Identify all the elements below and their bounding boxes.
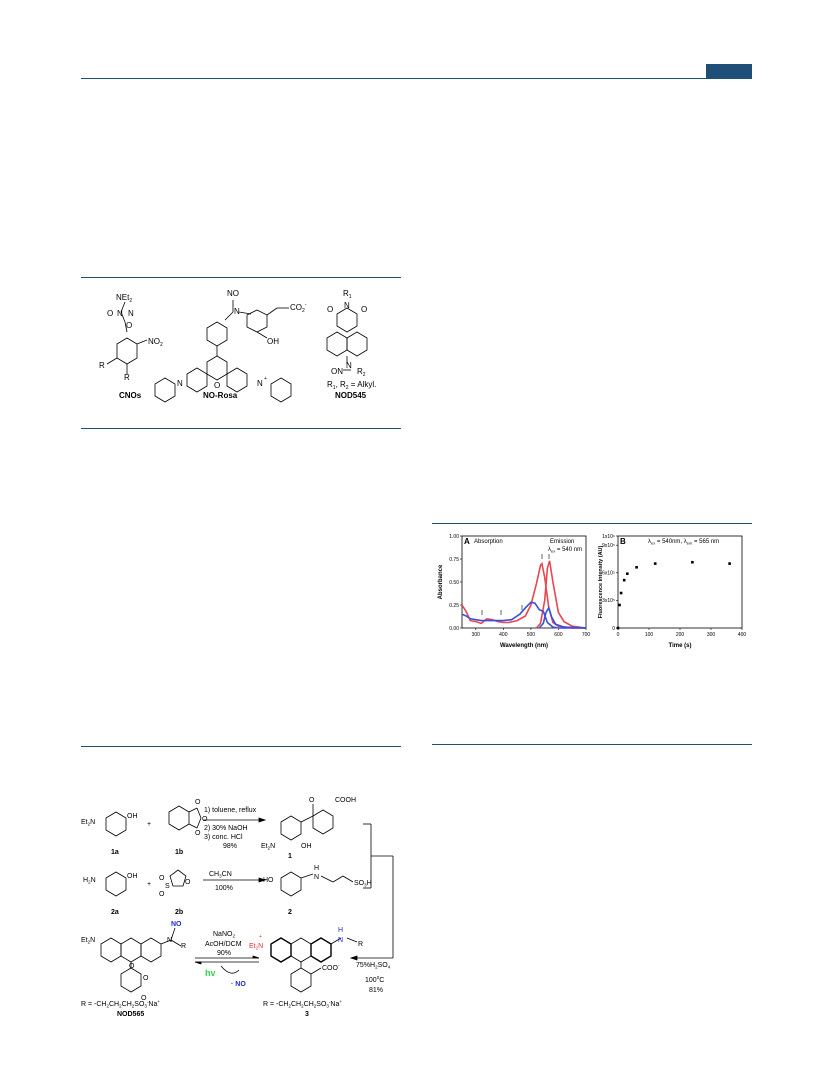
cnos-no2-sub: 2 (160, 342, 163, 348)
svg-text:Et2N (81, 819, 95, 827)
s2-rdef3-a: R = -CH (263, 1001, 289, 1008)
s2-rdef-g: SO (134, 1001, 145, 1008)
panel-a-xtick-label: 500 (526, 632, 536, 638)
panel-a-ylabel: Absorbance (438, 564, 444, 600)
panel-a-xtick-label: 400 (499, 632, 508, 638)
s2-o-bot: O (195, 830, 201, 837)
s2-label-2: 2 (288, 909, 292, 916)
s2-et2n2-n: N (270, 843, 276, 850)
nod545-o-right: O (361, 305, 368, 314)
panel-b-xtick-label: 400 (737, 632, 747, 638)
panel-b-point (635, 566, 638, 569)
cnos-o-minus: O (107, 309, 114, 318)
s2-oh-2a: OH (127, 873, 138, 880)
s2-cond2-ch: CH (209, 871, 220, 878)
s2-label-2a: 2a (111, 909, 119, 916)
s2-o-ket: O (309, 797, 315, 804)
panel-b-point (617, 627, 620, 630)
panel-a-lambda-val: = 540 nm (555, 547, 583, 553)
s2-cond4-c: C (379, 977, 385, 984)
nrosa-plus: + (264, 376, 267, 382)
panel-b-frame (618, 536, 742, 628)
s2-et2n: Et (81, 819, 88, 826)
nrosa-label: NO-Rosa (203, 391, 238, 400)
s2-rdef3-c: CH (291, 1001, 302, 1008)
panel-b-point (728, 562, 731, 565)
cnos-n2: N (128, 309, 134, 318)
s2-rdef-f: 2 (131, 1003, 135, 1009)
panel-b-point (654, 562, 657, 565)
s2-label-1: 1 (288, 853, 292, 860)
svg-text:NO2 (148, 337, 163, 348)
nrosa-n: N (234, 307, 240, 316)
svg-text:Et2N (81, 937, 95, 945)
s2-et2n-sub: 2 (87, 821, 91, 827)
s2-o3: O (185, 879, 191, 886)
panel-a-lambda: λ (548, 547, 551, 553)
s2-hv: hv (205, 968, 216, 978)
nrosa-o-ring: O (214, 381, 221, 390)
panel-b-val1: = 540nm, (655, 539, 684, 545)
s2-h: H (314, 865, 320, 872)
s2-rdef3-d: 2 (301, 1003, 304, 1009)
s2-cond3-nano: NaNO (213, 931, 233, 938)
svg-text:NEt2 (116, 293, 132, 304)
cnos-r2: R (124, 373, 130, 382)
s2-cond3-nano-sub: 2 (232, 933, 235, 939)
nod545-r2: R (357, 367, 363, 376)
figure-bottom-rule (432, 744, 752, 745)
panel-b-sub2: em (686, 540, 693, 546)
s2-r3-plus-red: + (259, 934, 262, 940)
panel-b-xtick-label: 300 (706, 632, 716, 638)
panel-a-letter: A (464, 537, 470, 546)
panel-b-lambda2: λ (683, 539, 687, 545)
s2-r3-h: H (338, 927, 344, 934)
cnos-r1: R (99, 361, 105, 370)
panel-a-xtick-label: 600 (554, 632, 563, 638)
s2-r3-et2n-n: N (90, 937, 96, 944)
s2-rdef-k: + (157, 999, 161, 1004)
cnos-no2: NO (148, 337, 160, 346)
nod545-on: ON (331, 367, 343, 376)
s2-cond1-1: 1) toluene, reflux (204, 807, 257, 814)
s2-cond3-solvent: AcOH/DCM (205, 941, 242, 948)
panel-b-letter: B (620, 537, 626, 546)
panel-b-ticks (616, 536, 742, 630)
s2-r3-et2n-red-sub: 2 (255, 945, 259, 951)
s2-r3-n: N (167, 937, 173, 944)
svg-text:R1, R2 = Alkyl. (327, 380, 376, 391)
s2-h2n-n: N (90, 877, 96, 884)
svg-text:NaNO2 (213, 931, 235, 939)
s2-et2n2: Et (261, 843, 268, 850)
panel-b-xtick-label: 0 (616, 632, 620, 638)
s2-plus-1: + (147, 821, 152, 828)
panel-b-point (620, 592, 623, 595)
s2-cond2-yield: 100% (215, 885, 233, 892)
nod545-r-def-end: = Alkyl. (348, 380, 377, 389)
nod545-r-def-sub1: 1 (332, 385, 336, 391)
scheme2-top-rule (81, 746, 401, 747)
panel-a-ytick-label: 0.50 (449, 579, 459, 586)
header-rule (81, 78, 752, 79)
s2-o-mid: O (202, 816, 208, 823)
s2-r3-r: R (181, 943, 187, 950)
cnos-o: O (126, 321, 133, 330)
panel-b-sub1: ex (651, 540, 656, 546)
s2-s: S (165, 883, 170, 890)
s2-cond4-h2so4-sub: 2 (375, 964, 378, 970)
panel-b-ytick-label: 6x10⁵ (602, 570, 615, 577)
panel-a-lambda-sub: ex (551, 548, 556, 554)
s2-r3-et2n: Et (81, 937, 88, 944)
panel-b-points (617, 561, 731, 629)
panel-b-point (691, 561, 694, 564)
s2-so3h: SO (354, 880, 365, 887)
svg-text:R1 (343, 289, 352, 300)
s2-cond4-deg: 0 (376, 975, 380, 980)
panel-b-val2: = 565 nm (692, 539, 720, 545)
nrosa-n-left: N (177, 379, 183, 388)
s2-n: N (314, 874, 320, 881)
svg-text:λex = 540 nm (548, 547, 582, 554)
panel-b-ytick-label: 0 (612, 625, 615, 632)
panel-a-xtick-label: 300 (471, 632, 480, 638)
scheme1-top-rule (81, 277, 401, 278)
scheme2-synthesis (81, 790, 411, 1020)
svg-text:CO2- (290, 302, 307, 314)
svg-text:Et2N (261, 843, 275, 851)
panel-b-tick-labels (602, 534, 746, 638)
panel-b-ytick-label: 1x10⁶ (602, 533, 615, 540)
panel-b-xtick-label: 100 (644, 632, 654, 638)
s2-r3-r2: R (358, 941, 364, 948)
panel-b-xtick-label: 200 (675, 632, 685, 638)
panel-a-ytick-label: 0.75 (449, 556, 459, 563)
s2-cond2-sub: 3 (219, 873, 222, 879)
svg-text:SO3H (354, 880, 372, 888)
s2-r3-coo-sup: - (337, 963, 340, 968)
s2-cond4-temp: 100 (365, 977, 377, 984)
s2-cond1-3: 3) conc. HCl (204, 834, 243, 841)
nod545-r1-sub: 1 (348, 294, 352, 300)
s2-rdef3-g: SO (316, 1001, 327, 1008)
s2-r3-et2n-sub: 2 (87, 939, 91, 945)
cnos-net2-sub: 2 (129, 298, 133, 304)
s2-r3-o-lac: O (143, 975, 149, 982)
s2-o-top: O (195, 799, 201, 806)
s2-ho: HO (263, 877, 274, 884)
panel-a-emission: Emission (550, 539, 575, 545)
panel-b-ytick-label: 3x10⁵ (602, 598, 615, 605)
s2-rdef-h: 3 (144, 1003, 147, 1009)
s2-so3h-h: H (366, 880, 372, 887)
nrosa-co2: CO (290, 303, 302, 312)
s2-cond2-cn: CN (221, 871, 232, 878)
s2-et2n-n: N (90, 819, 96, 826)
nrosa-oh: OH (267, 337, 279, 346)
s2-cond4-h2so4: 75%H (356, 962, 376, 969)
s2-r3-coo: COO (322, 965, 338, 972)
s2-rdef3-k: + (339, 999, 343, 1004)
cnos-net2: NEt (116, 293, 130, 302)
panel-b-point (618, 604, 621, 607)
nod545-n-top: N (344, 301, 350, 310)
svg-text:CH3CN (209, 871, 232, 879)
nrosa-no: NO (227, 289, 239, 298)
panel-b-point (626, 572, 629, 575)
cnos-n1: N (117, 309, 123, 318)
s2-label-1b: 1b (175, 849, 184, 856)
nod545-r-def-mid: , R (335, 380, 346, 389)
panel-b-point (623, 579, 626, 582)
s2-rdef-d: 2 (119, 1003, 122, 1009)
s2-so3h-sub: 3 (364, 882, 367, 888)
s2-rdef3-f: 2 (313, 1003, 317, 1009)
s2-rdef-a: R = -CH (81, 1001, 107, 1008)
s2-r3-et2n-red: Et (249, 943, 256, 950)
panel-a-ytick-label: 1.00 (449, 533, 459, 540)
s2-r3-et2n-red-n: N (258, 943, 264, 950)
s2-oh-1a: OH (127, 813, 138, 820)
nod545-r-def-sub2: 2 (345, 385, 349, 391)
nrosa-co2-sup: - (304, 302, 307, 308)
s2-rdef-b: 2 (106, 1003, 109, 1009)
panel-a-series-line-0 (462, 564, 586, 628)
s2-oh2: OH (301, 843, 312, 850)
svg-text:R = -CH2CH2CH2SO3-Na+ (81, 999, 160, 1009)
s2-r3-n2: N (338, 937, 344, 944)
s2-o1: O (159, 875, 165, 882)
nrosa-co2-sub: 2 (302, 308, 305, 314)
nod545-label: NOD545 (335, 391, 367, 400)
nod545-o-left: O (327, 305, 334, 314)
svg-text:R = -CH2CH2CH2SO3-Na+ (263, 999, 342, 1009)
s2-r3-no: NO (171, 921, 182, 928)
s2-cond3-yield: 90% (217, 950, 232, 957)
s2-cooh: COOH (335, 797, 356, 804)
svg-text:1000C (365, 975, 384, 984)
nod545-r1: R (343, 289, 349, 298)
svg-text:COO- (322, 963, 340, 972)
s2-rdef3-h: 3 (326, 1003, 329, 1009)
s2-rdef-e: CH (121, 1001, 132, 1008)
svg-text:H2N (83, 877, 96, 885)
cnos-label: CNOs (119, 391, 142, 400)
svg-text:Et2N (249, 943, 263, 951)
s2-h2n: H (83, 877, 89, 884)
s2-label-3: 3 (305, 1011, 309, 1018)
scheme1-structures (81, 280, 401, 425)
nod545-r2-sub: 2 (362, 372, 366, 378)
panel-a-series (462, 561, 586, 628)
nod545-n-bot: N (346, 361, 352, 370)
s2-rdef3-e: CH (303, 1001, 314, 1008)
s2-cond4-so-sub: 4 (387, 964, 391, 970)
s2-cond1-4: 98% (223, 843, 238, 850)
panel-a-xlabel: Wavelength (nm) (499, 643, 549, 649)
s2-cond1-2: 2) 30% NaOH (204, 825, 248, 832)
svg-text:R2 (357, 367, 366, 378)
s2-rdef3-b: 2 (288, 1003, 291, 1009)
panel-b-ytick-label: 9x10⁵ (602, 543, 615, 549)
svg-text:75%H2SO4 (356, 962, 391, 970)
s2-o2: O (159, 891, 165, 898)
s2-h2n-sub: 2 (88, 879, 91, 885)
s2-rdef3-j: Na (330, 1001, 340, 1008)
panel-a-ytick-label: 0.00 (449, 625, 459, 632)
panel-b-xlabel: Time (s) (668, 643, 692, 649)
s2-et2n2-sub: 2 (267, 845, 271, 851)
nrosa-n-right: N (257, 379, 263, 388)
s2-r3-o: O (129, 963, 135, 970)
s2-rdef-j: Na (148, 1001, 158, 1008)
panel-a-ytick-label: 0.25 (449, 602, 459, 609)
s2-label-1a: 1a (111, 849, 119, 856)
figure-panels (432, 526, 752, 656)
s2-rdef3-i: - (328, 999, 331, 1005)
nod545-r-def: R (327, 380, 333, 389)
panel-a-arrows (482, 554, 549, 615)
s2-label-2b: 2b (175, 909, 184, 916)
panel-a-absorption: Absorption (474, 539, 503, 545)
scheme1-bottom-rule (81, 428, 401, 429)
svg-text:λex = 540nm, λem = 565 nm (648, 539, 719, 546)
s2-cond4-yield: 81% (369, 987, 384, 994)
header-accent-block (706, 64, 752, 78)
s2-rdef-c: CH (109, 1001, 120, 1008)
s2-no-rad: · NO (231, 981, 246, 988)
panel-b-ylabel: Fluorescence Intensity (AU) (598, 545, 604, 619)
s2-plus-2: + (147, 881, 152, 888)
panel-b-lambda1: λ (648, 539, 651, 545)
s2-label-nod565: NOD565 (117, 1011, 145, 1018)
figure-top-rule (432, 523, 752, 524)
panel-a-xtick-label: 700 (581, 632, 591, 638)
s2-r3-o-lac2: O (141, 995, 147, 1002)
s2-rdef-i: - (146, 999, 149, 1005)
s2-cond4-so: SO (377, 962, 388, 969)
